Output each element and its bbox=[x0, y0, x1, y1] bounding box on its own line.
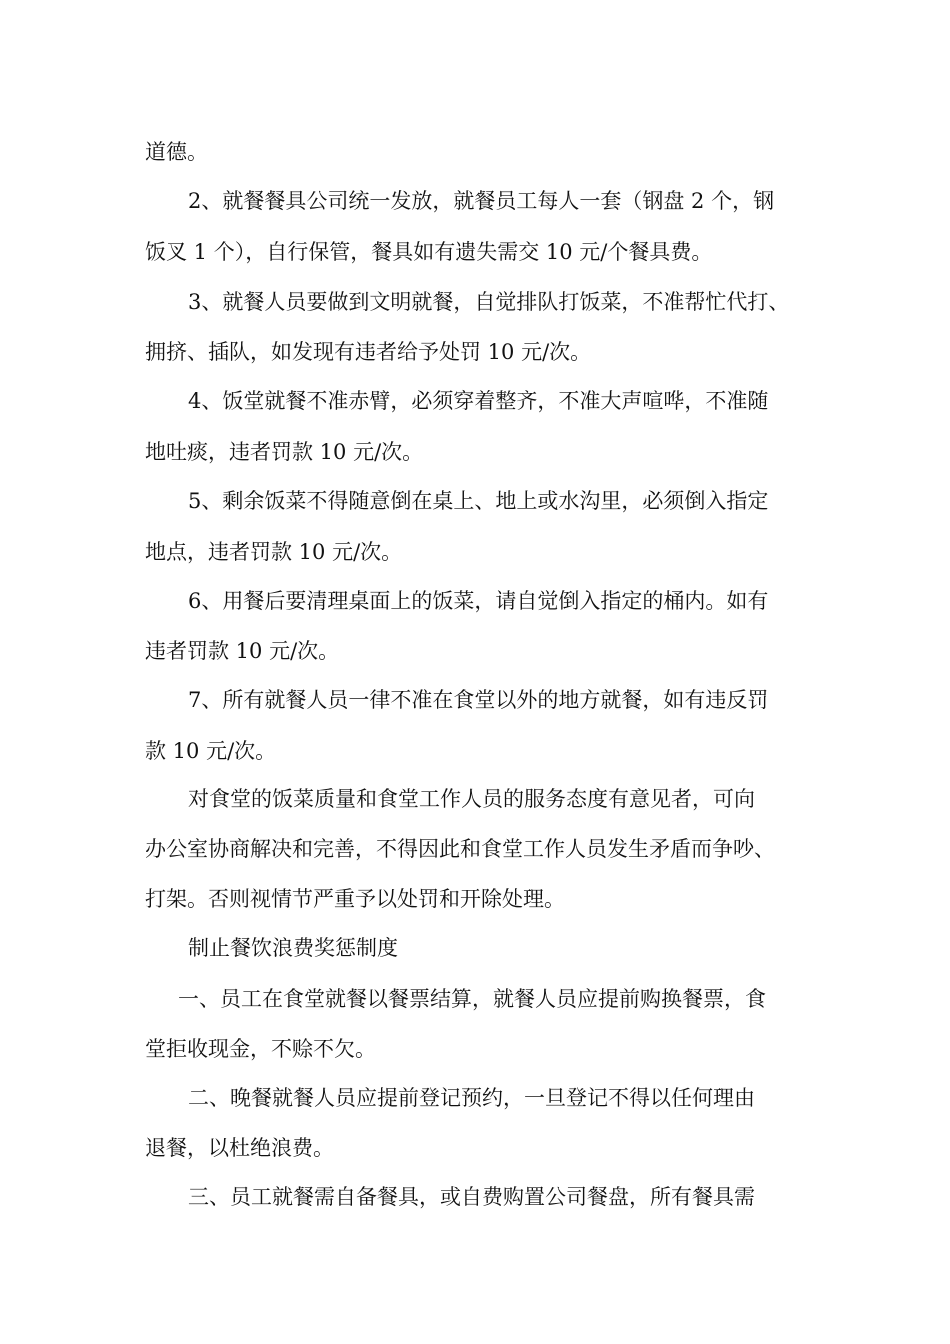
text-line: 4、饭堂就餐不准赤臂，必须穿着整齐，不准大声喧哗，不准随 bbox=[188, 389, 769, 413]
text-line: 5、剩余饭菜不得随意倒在桌上、地上或水沟里，必须倒入指定 bbox=[188, 489, 769, 513]
text-line: 地点，违者罚款 10 元/次。 bbox=[145, 540, 403, 564]
text-line: 对食堂的饭菜质量和食堂工作人员的服务态度有意见者，可向 bbox=[188, 787, 755, 811]
text-line: 款 10 元/次。 bbox=[145, 739, 277, 763]
text-line: 拥挤、插队，如发现有违者给予处罚 10 元/次。 bbox=[145, 340, 592, 364]
text-line: 2、就餐餐具公司统一发放，就餐员工每人一套（钢盘 2 个，钢 bbox=[188, 189, 775, 213]
text-line: 饭叉 1 个），自行保管，餐具如有遗失需交 10 元/个餐具费。 bbox=[145, 240, 713, 264]
text-line: 三、员工就餐需自备餐具，或自费购置公司餐盘，所有餐具需 bbox=[188, 1185, 755, 1209]
text-line: 违者罚款 10 元/次。 bbox=[145, 639, 340, 663]
text-line: 地吐痰，违者罚款 10 元/次。 bbox=[145, 440, 424, 464]
text-line: 7、所有就餐人员一律不准在食堂以外的地方就餐，如有违反罚 bbox=[188, 688, 769, 712]
text-line: 办公室协商解决和完善，不得因此和食堂工作人员发生矛盾而争吵、 bbox=[145, 837, 775, 861]
text-line: 6、用餐后要清理桌面上的饭菜，请自觉倒入指定的桶内。如有 bbox=[188, 589, 769, 613]
text-line: 道德。 bbox=[145, 140, 208, 164]
section-heading: 制止餐饮浪费奖惩制度 bbox=[188, 936, 398, 960]
text-line: 一、员工在食堂就餐以餐票结算，就餐人员应提前购换餐票，食 bbox=[178, 987, 766, 1011]
text-line: 打架。否则视情节严重予以处罚和开除处理。 bbox=[145, 887, 565, 911]
text-line: 3、就餐人员要做到文明就餐，自觉排队打饭菜，不准帮忙代打、 bbox=[188, 290, 790, 314]
text-line: 退餐，以杜绝浪费。 bbox=[145, 1136, 334, 1160]
text-line: 堂拒收现金，不赊不欠。 bbox=[145, 1037, 376, 1061]
text-line: 二、晚餐就餐人员应提前登记预约，一旦登记不得以任何理由 bbox=[188, 1086, 755, 1110]
